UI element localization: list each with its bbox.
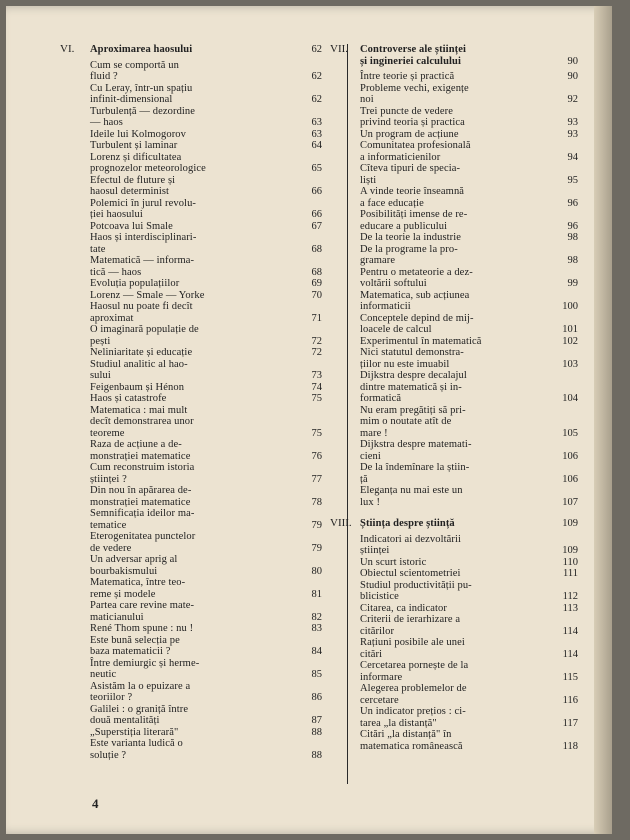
toc-entry — [360, 336, 578, 348]
toc-entry — [360, 614, 578, 637]
toc-entry — [90, 680, 322, 704]
toc-entry — [90, 439, 322, 462]
chapter-title: Aproximarea haosului — [90, 44, 193, 55]
entry-page-number: 100 — [562, 301, 578, 312]
toc-entry — [360, 660, 578, 683]
entry-title: Un program de acțiune — [360, 128, 459, 140]
toc-entry — [90, 381, 322, 394]
toc-entry — [90, 726, 322, 739]
entry-title: Rațiuni posibile ale unei citări — [360, 637, 465, 660]
toc-entry — [90, 462, 322, 485]
entry-title: Între teorie și practică — [360, 71, 455, 82]
entry-title: Un scurt istoric — [360, 556, 427, 568]
entry-title: Cîteva tipuri de specia- liști — [360, 163, 461, 186]
toc-entry — [360, 106, 578, 129]
chapter-number: VII. — [330, 43, 349, 55]
toc-entry — [360, 706, 578, 729]
entry-title: Studiul analitic al hao- sului — [90, 358, 188, 381]
entry-page-number: 92 — [567, 94, 578, 105]
entry-title: Nu eram pregătiți să pri- mim o noutate atît de mare ! — [360, 404, 466, 439]
toc-left-column — [60, 43, 322, 761]
entry-title: Nici statutul demonstra- țiilor nu este imuabil — [360, 347, 464, 370]
entry-title: Feigenbaum și Hénon — [90, 381, 185, 393]
entry-page-number: 74 — [311, 381, 322, 393]
entry-title: A vinde teorie înseamnă a face educație — [360, 186, 465, 209]
entry-page-number: 111 — [563, 568, 578, 579]
entry-title: Matematică — informa- tică — haos — [90, 255, 195, 278]
toc-entry — [90, 105, 322, 129]
entry-page-number: 98 — [567, 232, 578, 243]
toc-entry — [90, 358, 322, 382]
entry-title: Lorenz — Smale — Yorke — [90, 289, 205, 301]
entry-page-number: 64 — [311, 140, 322, 151]
entry-title: De la îndemînare la știin- ță — [360, 462, 470, 485]
entry-page-number: 117 — [562, 717, 578, 729]
entry-page-number: 77 — [311, 473, 322, 485]
entry-page-number: 75 — [311, 427, 322, 439]
toc-entry — [90, 485, 322, 508]
entry-page-number: 68 — [311, 266, 322, 278]
toc-entry — [90, 508, 322, 531]
entry-page-number: 88 — [311, 749, 322, 761]
book-page — [6, 6, 612, 834]
entry-page-number: 87 — [311, 715, 322, 726]
toc-entry — [360, 683, 578, 706]
entry-page-number: 116 — [562, 694, 578, 706]
entry-page-number: 78 — [311, 496, 322, 508]
toc-entry — [90, 197, 322, 221]
toc-entry — [360, 729, 578, 752]
entry-title: Dijkstra despre decalajul dintre matematică și in- formatică — [360, 370, 467, 404]
entry-page-number: 114 — [562, 648, 578, 660]
entry-page-number: 72 — [311, 347, 322, 358]
entry-title: Polemici în jurul revolu- ției haosului — [90, 197, 197, 220]
entry-title: Din nou în apărarea de- monstrației matematice — [90, 485, 192, 508]
entry-page-number: 62 — [311, 71, 322, 82]
entry-page-number: 72 — [311, 335, 322, 347]
entry-title: Efectul de fluture și haosul determinist — [90, 174, 176, 197]
entry-title: Turbulență — dezordine — haos — [90, 105, 196, 128]
toc-entry — [90, 703, 322, 727]
entry-title: Între demiurgic și herme- neutic — [90, 657, 200, 680]
toc-entry — [90, 554, 322, 577]
toc-entry — [90, 174, 322, 198]
toc-entry — [360, 462, 578, 485]
entry-title: Raza de acțiune a de- monstrației matematice — [90, 439, 191, 462]
entry-title: Haos și catastrofe — [90, 393, 167, 404]
entry-page-number: 93 — [567, 117, 578, 128]
entry-page-number: 114 — [562, 625, 578, 637]
chapter-page-number: 109 — [562, 518, 578, 529]
entry-page-number: 66 — [311, 186, 322, 197]
entry-title: Semnificația ideilor ma- tematice — [90, 508, 195, 531]
entry-title: Eleganța nu mai este un lux ! — [360, 485, 463, 508]
toc-chapter — [60, 43, 322, 56]
toc-entry — [360, 370, 578, 405]
toc-entry — [90, 301, 322, 324]
entry-title: René Thom spune : nu ! — [90, 623, 194, 634]
entry-title: Lorenz și dificultatea prognozelor meteorologice — [90, 151, 206, 174]
toc-entry — [90, 738, 322, 761]
toc-entry — [90, 151, 322, 175]
toc-entry — [90, 404, 322, 440]
entry-title: Potcoava lui Smale — [90, 220, 173, 232]
entry-page-number: 94 — [567, 151, 578, 163]
entry-page-number: 76 — [311, 450, 322, 462]
toc-entry — [360, 568, 578, 580]
entry-page-number: 110 — [562, 556, 578, 568]
toc-entry — [360, 347, 578, 370]
toc-entry — [360, 637, 578, 660]
entry-page-number: 118 — [562, 740, 578, 752]
toc-entry — [360, 603, 578, 615]
toc-entry — [90, 140, 322, 152]
entry-page-number: 69 — [311, 278, 322, 289]
entry-page-number: 71 — [311, 312, 322, 324]
toc-entry — [360, 140, 578, 163]
toc-entry — [90, 623, 322, 635]
entry-title: Asistăm la o epuizare a teoriilor ? — [90, 680, 191, 703]
entry-page-number: 106 — [562, 473, 578, 485]
entry-page-number: 73 — [311, 370, 322, 381]
chapter-number: VIII. — [330, 517, 352, 529]
entry-page-number: 93 — [567, 128, 578, 140]
entry-page-number: 98 — [567, 255, 578, 266]
toc-chapter-group — [330, 43, 578, 508]
entry-page-number: 88 — [311, 726, 322, 738]
entry-title: „Superstiția literară" — [90, 726, 179, 738]
entry-title: Experimentul în matematică — [360, 335, 482, 347]
entry-page-number: 99 — [567, 278, 578, 289]
entry-page-number: 79 — [311, 542, 322, 554]
toc-entry — [90, 600, 322, 623]
chapter-number: VI. — [60, 43, 75, 55]
toc-entry — [360, 313, 578, 336]
entry-title: Citări „la distanță" în matematica românească — [360, 729, 463, 752]
entry-title: Pentru o metateorie a dez- voltării softului — [360, 266, 473, 289]
chapter-title: Controverse ale științei și ingineriei calculului — [360, 44, 467, 67]
entry-title: Neliniaritate și educație — [90, 347, 193, 358]
chapter-title: Știința despre știință — [360, 518, 455, 529]
entry-page-number: 115 — [562, 671, 578, 683]
entry-page-number: 66 — [311, 209, 322, 220]
entry-title: Cum se comportă un fluid ? — [90, 59, 179, 82]
toc-entry — [90, 393, 322, 405]
entry-title: De la programe la pro- gramare — [360, 243, 458, 266]
toc-entry — [360, 209, 578, 232]
toc-entry — [90, 255, 322, 278]
entry-page-number: 81 — [311, 588, 322, 600]
entry-title: Matematica, între teo- reme și modele — [90, 577, 186, 600]
book-spine-shadow — [594, 6, 612, 834]
toc-left-entries — [90, 59, 322, 762]
chapter-page-number: 90 — [567, 55, 578, 67]
entry-page-number: 107 — [562, 496, 578, 508]
toc-entry — [360, 580, 578, 603]
entry-page-number: 83 — [311, 623, 322, 634]
entry-page-number: 104 — [562, 393, 578, 404]
entry-title: Turbulent și laminar — [90, 140, 178, 151]
entry-page-number: 112 — [562, 591, 578, 602]
entry-page-number: 68 — [311, 243, 322, 255]
entry-title: Dijkstra despre matemati- cieni — [360, 439, 472, 462]
entry-page-number: 90 — [567, 71, 578, 82]
toc-entry — [360, 405, 578, 440]
entry-title: Comunitatea profesională a informaticienilor — [360, 140, 471, 163]
entry-page-number: 86 — [311, 692, 322, 703]
toc-entry — [90, 324, 322, 347]
entry-page-number: 65 — [311, 163, 322, 174]
entry-title: Un indicator prețios : ci- tarea „la distanță" — [360, 706, 466, 729]
entry-page-number: 67 — [311, 220, 322, 232]
toc-entry — [90, 347, 322, 359]
entry-page-number: 102 — [562, 335, 578, 347]
entry-page-number: 80 — [311, 565, 322, 577]
entry-page-number: 109 — [562, 545, 578, 556]
entry-title: Obiectul scientometriei — [360, 568, 461, 579]
entry-title: Cum reconstruim istoria științei ? — [90, 462, 195, 485]
entry-title: Este varianta ludică o soluție ? — [90, 738, 183, 761]
toc-entry — [90, 232, 322, 255]
entry-page-number: 96 — [567, 197, 578, 209]
entry-title: Posibilități imense de re- educare a publicului — [360, 209, 468, 232]
entry-title: Trei puncte de vedere privind teoria și practica — [360, 105, 465, 128]
entry-page-number: 95 — [567, 174, 578, 186]
toc-entry — [360, 83, 578, 106]
entry-page-number: 105 — [562, 427, 578, 439]
toc-entry — [90, 278, 322, 290]
toc-chapter — [330, 43, 578, 67]
toc-entry — [360, 439, 578, 462]
toc-entry — [360, 244, 578, 267]
entry-title: Eterogenitatea punctelor de vedere — [90, 531, 196, 554]
entry-page-number: 113 — [562, 602, 578, 614]
column-divider — [347, 44, 348, 784]
entry-title: Matematica : mai mult decît demonstrarea unor teoreme — [90, 404, 194, 439]
toc-entry — [90, 577, 322, 600]
toc-entry — [360, 534, 578, 557]
entry-title: Criterii de ierarhizare a citărilor — [360, 614, 461, 637]
toc-entry — [360, 163, 578, 186]
entry-title: Alegerea problemelor de cercetare — [360, 683, 467, 706]
toc-entry — [360, 232, 578, 244]
toc-right-column — [330, 43, 578, 752]
entry-page-number: 75 — [311, 393, 322, 404]
entry-page-number: 101 — [562, 324, 578, 335]
entry-title: Galilei : o graniță între două mentalități — [90, 703, 189, 726]
entry-title: Matematica, sub acțiunea informaticii — [360, 289, 470, 312]
entry-title: Haosul nu poate fi decît aproximat — [90, 301, 193, 324]
entry-title: Cu Leray, într-un spațiu infinit-dimensional — [90, 82, 193, 105]
entry-title: Evoluția populațiilor — [90, 278, 180, 289]
entry-title: De la teorie la industrie — [360, 232, 462, 243]
toc-entry — [360, 290, 578, 313]
entry-title: Conceptele depind de mij- loacele de calcul — [360, 312, 474, 335]
entry-title: Haos și interdisciplinari- tate — [90, 232, 197, 255]
toc-entry — [360, 186, 578, 209]
entry-title: Ideile lui Kolmogorov — [90, 128, 186, 140]
toc-entry — [360, 485, 578, 508]
entry-page-number: 63 — [311, 117, 322, 128]
toc-chapter-group — [330, 517, 578, 752]
toc-chapter — [330, 517, 578, 530]
toc-entry — [90, 289, 322, 302]
toc-entry — [360, 267, 578, 290]
entry-page-number: 82 — [311, 611, 322, 623]
toc-entry — [90, 634, 322, 658]
entry-page-number: 70 — [311, 289, 322, 301]
toc-entry — [90, 531, 322, 554]
entry-title: Un adversar aprig al bourbakismului — [90, 554, 178, 577]
entry-title: Studiul productivității pu- blicistice — [360, 579, 472, 602]
entry-title: Indicatori ai dezvoltării științei — [360, 533, 462, 556]
entry-page-number: 96 — [567, 220, 578, 232]
entry-title: Este bună selecția pe baza matematicii ? — [90, 634, 180, 657]
toc-entry — [360, 129, 578, 141]
entry-page-number: 103 — [562, 358, 578, 370]
entry-page-number: 63 — [311, 128, 322, 140]
entry-page-number: 84 — [311, 646, 322, 657]
toc-entry — [90, 59, 322, 83]
chapter-page-number: 62 — [311, 44, 322, 55]
toc-entry — [90, 657, 322, 681]
entry-title: Citarea, ca indicator — [360, 602, 447, 614]
toc-entry — [90, 220, 322, 233]
entry-title: Partea care revine mate- maticianului — [90, 600, 195, 623]
toc-entry — [90, 128, 322, 141]
entry-title: Cercetarea pornește de la informare — [360, 660, 469, 683]
toc-entry — [360, 71, 578, 83]
toc-entry — [360, 557, 578, 569]
entry-title: O imaginară populație de pești — [90, 324, 199, 347]
entry-page-number: 62 — [311, 94, 322, 105]
entry-title: Probleme vechi, exigențe noi — [360, 82, 469, 105]
entry-page-number: 106 — [562, 450, 578, 462]
toc-entry — [90, 82, 322, 106]
entry-page-number: 79 — [311, 519, 322, 531]
entry-page-number: 85 — [311, 669, 322, 680]
page-number: 4 — [92, 796, 99, 811]
